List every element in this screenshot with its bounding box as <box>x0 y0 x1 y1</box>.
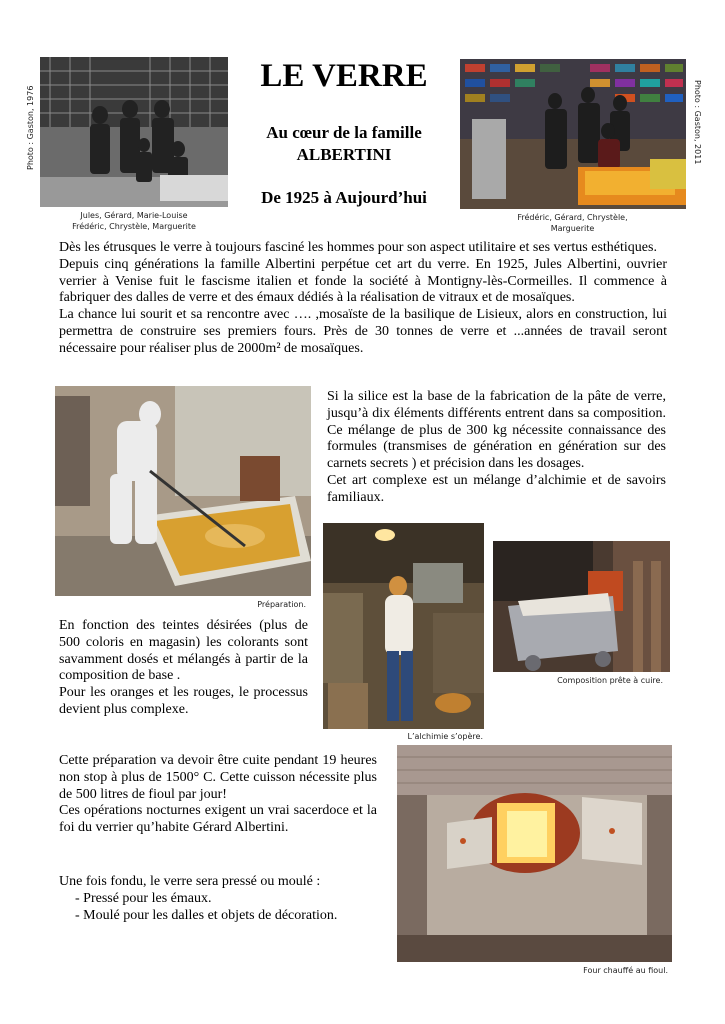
four-photo <box>397 745 672 962</box>
subtitle-line-2: ALBERTINI <box>296 145 392 164</box>
photo-credit-left: Photo : Gaston, 1976 <box>26 85 35 170</box>
silice-paragraph-1: Si la silice est la base de la fabrication de la pâte de verre, jusqu’à dix éléments différents entrent dans sa composition. Ce mélange de plus de 300 kg nécessite connaissance des formules (transmises de génération en génération sur des carnets secrets ) et précision dans les dosages. <box>327 389 666 472</box>
page-title: LE VERRE <box>260 58 428 94</box>
cuisson-paragraph-1: Cette préparation va devoir être cuite pendant 19 heures non stop à plus de 1500° C. Cette cuisson nécessite plus de 500 litres de fioul par jour! <box>59 753 377 802</box>
fondu-list-item: - Pressé pour les émaux. <box>75 890 212 906</box>
caption-four: Four chauffé au fioul. <box>583 966 668 975</box>
period-heading: De 1925 à Aujourd’hui <box>261 188 427 207</box>
teintes-text <box>59 618 308 719</box>
preparation-photo <box>55 386 311 596</box>
caption-composition: Composition prête à cuire. <box>557 676 663 685</box>
cuisson-paragraph-2: Ces opérations nocturnes exigent un vrai sacerdoce et la foi du verrier qu’habite Gérard Albertini. <box>59 803 377 836</box>
fondu-list <box>59 891 377 925</box>
caption-line: Marguerite <box>550 224 595 233</box>
intro-text <box>59 240 667 358</box>
intro-paragraph-2: Depuis cinq générations la famille Albertini perpétue cet art du verre. En 1925, Jules Albertini, ouvrier verrier à Venise fuit le fascisme italien et fonde la société à Montigny-lès-Cormeilles. Il commence à fabriquer des dalles de verre et des émaux dédiés à la réalisation de vitraux et de mosaïques. <box>59 256 667 306</box>
cuisson-text <box>59 753 377 837</box>
page-subtitle <box>228 122 460 166</box>
fondu-text <box>59 874 377 924</box>
subtitle-line-1: Au cœur de la famille <box>266 123 422 142</box>
intro-paragraph-1: Dès les étrusques le verre à toujours fasciné les hommes pour son aspect utilitaire et ses vertus esthétiques. <box>59 240 657 255</box>
family-2011-photo <box>460 59 686 209</box>
teintes-paragraph-1: En fonction des teintes désirées (plus de 500 coloris en magasin) les colorants sont savamment dosés et mélangés à partir de la composition de base . <box>59 618 308 684</box>
silice-paragraph-2: Cet art complexe est un mélange d’alchimie et de savoirs familiaux. <box>327 472 666 505</box>
teintes-paragraph-2: Pour les oranges et les rouges, le processus devient plus complexe. <box>59 685 308 717</box>
caption-preparation: Préparation. <box>257 600 306 609</box>
caption-line: Jules, Gérard, Marie-Louise <box>80 211 188 220</box>
intro-paragraph-3: La chance lui sourit et sa rencontre avec …. ,mosaïste de la basilique de Lisieux, alors en construction, lui permettra de construire ses premiers fours. Près de 30 tonnes de verre et ...années de travail seront nécessaire pour réaliser plus de 2000m² de mosaïques. <box>59 307 667 356</box>
caption-line: Frédéric, Chrystèle, Marguerite <box>72 222 196 231</box>
caption-family-2011 <box>490 212 655 234</box>
fondu-list-item: - Moulé pour les dalles et objets de décoration. <box>75 907 338 923</box>
composition-photo <box>493 541 670 672</box>
photo-credit-right: Photo : Gaston, 2011 <box>693 80 702 165</box>
silice-text <box>327 389 666 507</box>
fondu-intro: Une fois fondu, le verre sera pressé ou moulé : <box>59 874 321 889</box>
alchimie-photo <box>323 523 484 729</box>
caption-line: Frédéric, Gérard, Chrystèle, <box>517 213 628 222</box>
family-1976-photo <box>40 57 228 207</box>
caption-family-1976 <box>40 210 228 232</box>
caption-alchimie: L’alchimie s’opère. <box>407 732 483 741</box>
